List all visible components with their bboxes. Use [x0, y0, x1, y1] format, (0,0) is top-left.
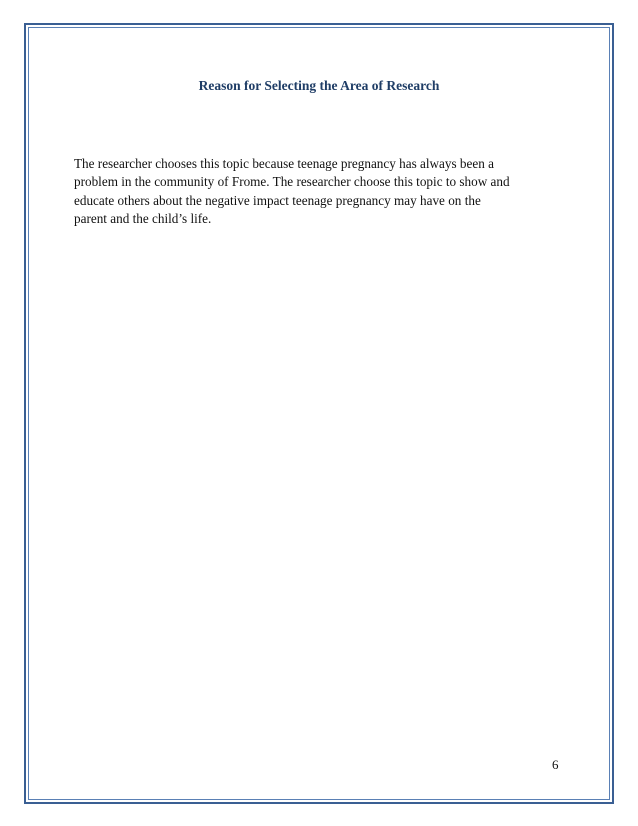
page-border-inner — [28, 27, 610, 800]
paragraph-line: parent and the child’s life. — [74, 210, 212, 226]
section-heading: Reason for Selecting the Area of Research — [198, 78, 440, 93]
paragraph-line: The researcher chooses this topic because teenage pregnancy has always been a — [74, 156, 494, 171]
paragraph-line: problem in the community of Frome. The researcher choose this topic to show and — [74, 174, 510, 190]
page-number: 6 — [552, 757, 559, 772]
body-paragraph — [74, 155, 564, 228]
paragraph-line: educate others about the negative impact teenage pregnancy may have on the — [74, 192, 481, 208]
